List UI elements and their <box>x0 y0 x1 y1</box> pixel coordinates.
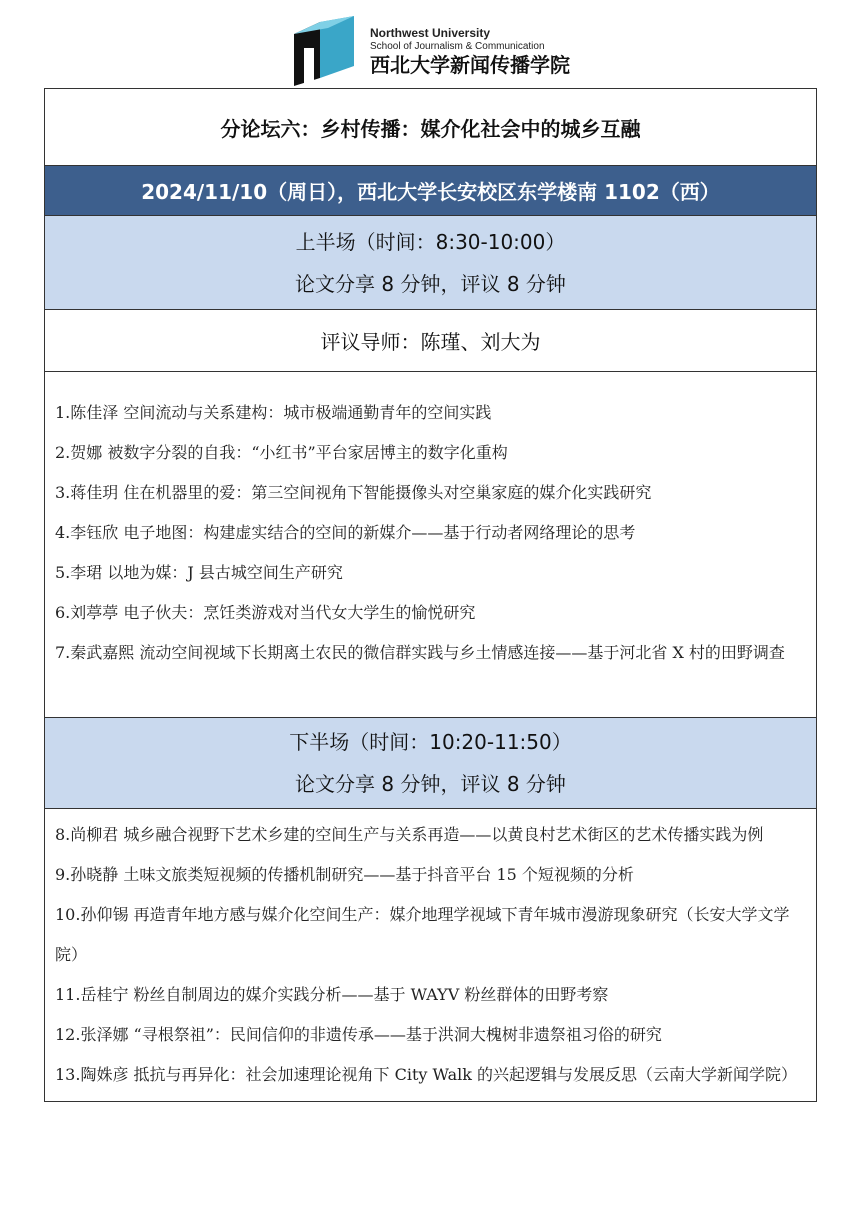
university-logo-icon <box>288 14 356 86</box>
logo-text <box>370 26 570 77</box>
session1-reviewers: 评议导师：陈瑾、刘大为 <box>45 310 816 372</box>
header <box>0 0 863 88</box>
session1-time: 上半场（时间：8:30-10:00） <box>295 229 566 254</box>
paper-item: 1.陈佳泽 空间流动与关系建构：城市极端通勤青年的空间实践 <box>55 403 492 422</box>
logo-chinese-name: 西北大学新闻传播学院 <box>370 53 570 77</box>
paper-item: 2.贺娜 被数字分裂的自我：“小红书”平台家居博主的数字化重构 <box>55 443 508 462</box>
paper-item: 11.岳桂宁 粉丝自制周边的媒介实践分析——基于 WAYV 粉丝群体的田野考察 <box>55 985 609 1004</box>
paper-item: 12.张泽娜 “寻根祭祖”：民间信仰的非遗传承——基于洪洞大槐树非遗祭祖习俗的研究 <box>55 1025 662 1044</box>
session2-time: 下半场（时间：10:20-11:50） <box>289 730 572 754</box>
paper-item: 10.孙仰锡 再造青年地方感与媒介化空间生产：媒介地理学视域下青年城市漫游现象研究（长安大学文学院） <box>55 905 790 964</box>
session2-header <box>45 718 816 809</box>
session1-rules: 论文分享 8 分钟，评议 8 分钟 <box>295 271 566 296</box>
logo-english-name: Northwest University <box>370 26 491 40</box>
paper-item: 7.秦武嘉熙 流动空间视域下长期离土农民的微信群实践与乡土情感连接——基于河北省 X 村的田野调查 <box>55 643 785 662</box>
paper-item: 3.蒋佳玥 住在机器里的爱：第三空间视角下智能摄像头对空巢家庭的媒介化实践研究 <box>55 483 652 502</box>
paper-item: 6.刘葶葶 电子伙夫：烹饪类游戏对当代女大学生的愉悦研究 <box>55 603 476 622</box>
program-table <box>44 88 817 1102</box>
paper-item: 9.孙晓静 土味文旅类短视频的传播机制研究——基于抖音平台 15 个短视频的分析 <box>55 865 634 884</box>
session1-paper-list <box>45 372 816 718</box>
paper-item: 13.陶姝彦 抵抗与再异化：社会加速理论视角下 City Walk 的兴起逻辑与发展反思（云南大学新闻学院） <box>55 1065 798 1084</box>
paper-item: 5.李珺 以地为媒：J 县古城空间生产研究 <box>55 563 343 582</box>
session2-rules: 论文分享 8 分钟，评议 8 分钟 <box>295 772 566 796</box>
logo-english-school: School of Journalism & Communication <box>370 41 545 52</box>
forum-title: 分论坛六：乡村传播：媒介化社会中的城乡互融 <box>45 89 816 166</box>
date-location-bar: 2024/11/10（周日），西北大学长安校区东学楼南 1102（西） <box>45 166 816 216</box>
session2-paper-list <box>45 809 816 1101</box>
paper-item: 8.尚柳君 城乡融合视野下艺术乡建的空间生产与关系再造——以黄良村艺术街区的艺术传播实践为例 <box>55 825 764 844</box>
session1-header <box>45 216 816 310</box>
paper-item: 4.李钰欣 电子地图：构建虚实结合的空间的新媒介——基于行动者网络理论的思考 <box>55 523 636 542</box>
